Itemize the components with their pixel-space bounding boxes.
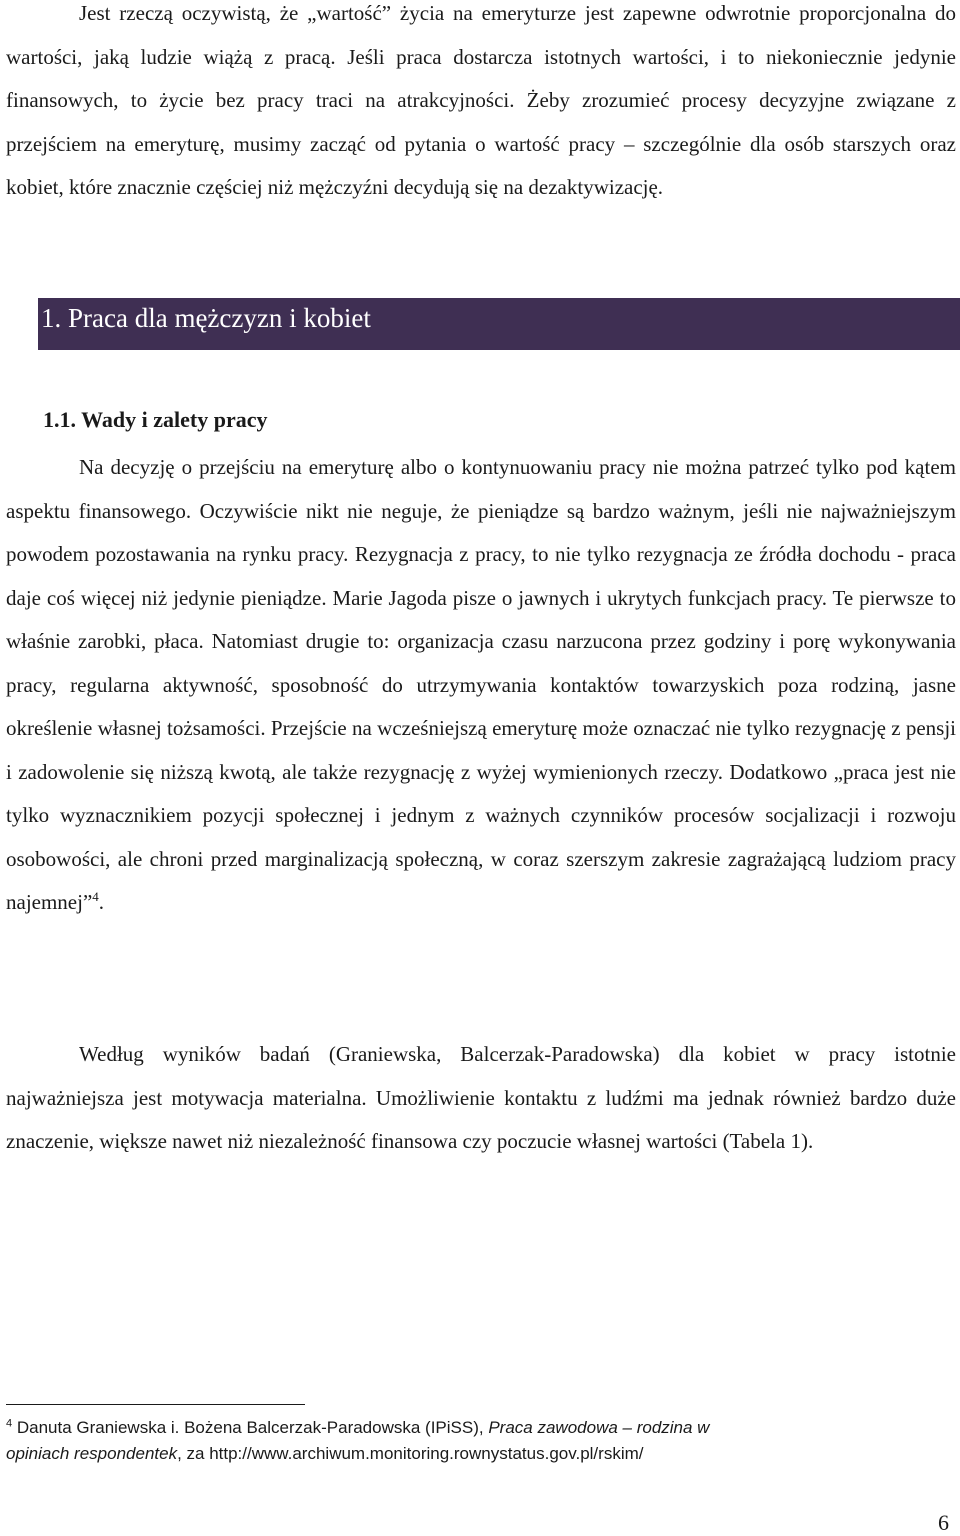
paragraph-end: . (98, 890, 105, 914)
body-paragraph-work-functions (6, 446, 956, 925)
footnote-title: Praca zawodowa – rodzina w opiniach respondentek (6, 1418, 710, 1463)
footnote-authors: Danuta Graniewska i. Bożena Balcerzak-Paradowska (IPiSS), (12, 1418, 489, 1437)
paragraph-text: Na decyzję o przejściu na emeryturę albo o kontynuowaniu pracy nie można patrzeć tylko pod kątem aspektu finansowego. Oczywiście nikt nie neguje, że pieniądze są bardzo ważnym, jeśli nie najważniejszym powodem pozostawania na rynku pracy. Rezygnacja z pracy, to nie tylko rezygnacja ze źródła dochodu - praca daje coś więcej niż jedynie pieniądze. Marie Jagoda pisze o jawnych i ukrytych funkcjach pracy. Te pierwsze to właśnie zarobki, płaca. Natomiast drugie to: organizacja czasu narzucona przez godziny i porę wykonywania pracy, regularna aktywność, sposobność do utrzymywania kontaktów towarzyskich poza rodziną, jasne określenie własnej tożsamości. Przejście na wcześniejszą emeryturę może oznaczać nie tylko rezygnację z pensji i zadowolenie się niższą kwotą, ale także rezygnację z wyżej wymienionych rzeczy. Dodatkowo „praca jest nie tylko wyznacznikiem pozycji społecznej i jednym z ważnych czynników procesów socjalizacji i rozwoju osobowości, ale chroni przed marginalizacją społeczną, w coraz szerszym zakresie zagrażającą ludziom pracy najemnej” (6, 455, 956, 914)
subsection-heading: 1.1. Wady i zalety pracy (43, 407, 268, 432)
footnote-number: 4 (6, 1417, 13, 1430)
footnote-separator (6, 1404, 305, 1405)
section-heading: 1. Praca dla mężczyzn i kobiet (41, 303, 371, 333)
intro-paragraph: Jest rzeczą oczywistą, że „wartość” życia na emeryturze jest zapewne odwrotnie proporcjonalna do wartości, jaką ludzie wiążą z pracą. Jeśli praca dostarcza istotnych wartości, i to niekoniecznie jedynie finansowych, to życie bez pracy traci na atrakcyjności. Żeby zrozumieć procesy decyzyjne związane z przejściem na emeryturę, musimy zacząć od pytania o wartość pracy – szczególnie dla osób starszych oraz kobiet, które znacznie częściej niż mężczyźni decydują się na dezaktywizację. (6, 1, 956, 199)
footnote-reference[interactable]: 4 (92, 889, 99, 904)
footnote-source: , za http://www.archiwum.monitoring.rownystatus.gov.pl/rskim/ (177, 1444, 644, 1463)
body-paragraph-survey-results: Według wyników badań (Graniewska, Balcerzak-Paradowska) dla kobiet w pracy istotnie najważniejsza jest motywacja materialna. Umożliwienie kontaktu z ludźmi ma jednak również bardzo duże znaczenie, większe nawet niż niezależność finansowa czy poczucie własnej wartości (Tabela 1). (6, 1042, 956, 1153)
footnote (6, 1415, 766, 1467)
page-number: 6 (938, 1510, 949, 1535)
